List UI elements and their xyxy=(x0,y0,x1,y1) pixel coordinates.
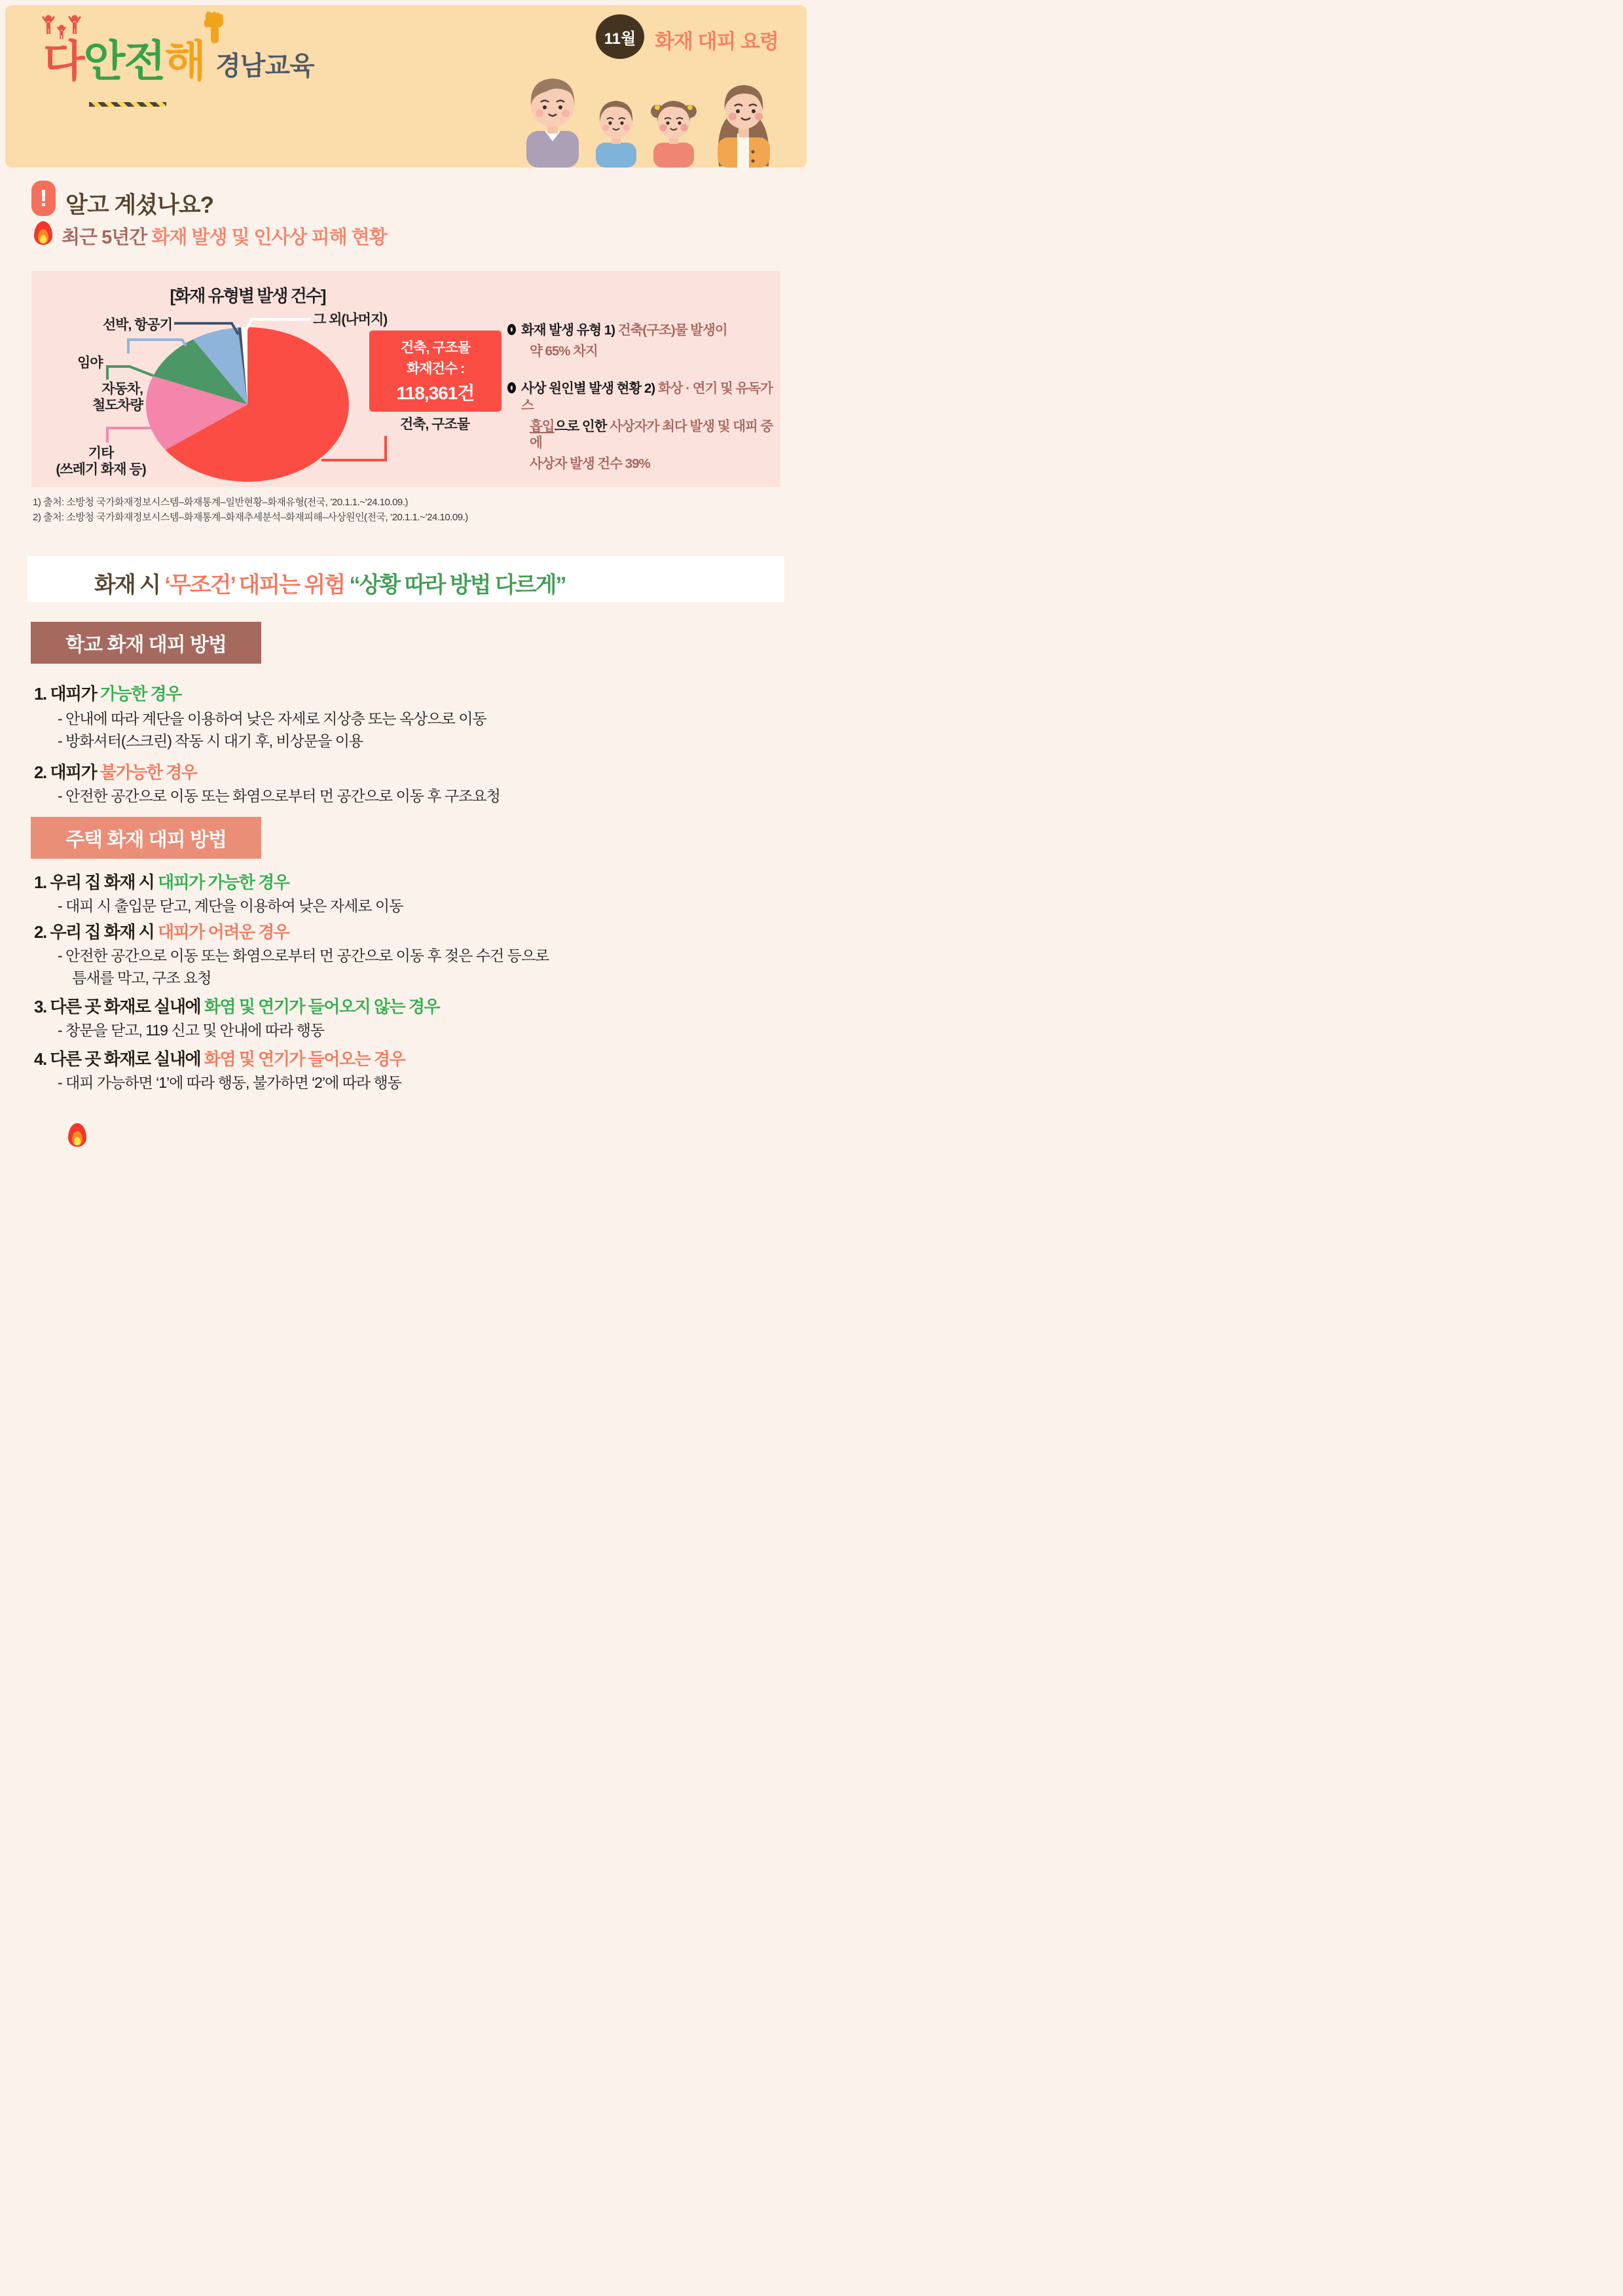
bullet-fire-type-line2 xyxy=(507,343,777,360)
stats-title-main: 화재 발생 및 인사상 피해 현황 xyxy=(151,227,387,248)
callout-line1: 건축, 구조물 xyxy=(400,340,471,355)
logo-char-jeon: 전 xyxy=(124,37,165,85)
flame-icon xyxy=(68,1123,86,1147)
home-item1-highlight: 대피가 가능한 경우 xyxy=(158,872,289,892)
source-2: 2) 출처: 소방청 국가화재정보시스템–화재통계–화재추세분석–화재피해–사상원인(전국, ’20.1.1.~’24.10.09.) xyxy=(33,512,468,524)
school-item-1-sub1: - 안내에 따라 계단을 이용하여 낮은 자세로 지상층 또는 옥상으로 이동 xyxy=(58,710,486,727)
bullet2-brown: 화상 · 연기 및 유독가스 xyxy=(521,381,773,413)
bullet2-black: 사상 원인별 발생 현황 2) xyxy=(521,381,658,397)
pie-label-misc-line2: (쓰레기 화재 등) xyxy=(56,462,146,478)
pie-chart-area xyxy=(31,271,503,487)
school-section-title: 학교 화재 대피 방법 xyxy=(65,634,227,656)
bullet2-line2-brown: 사상자가 최다 발생 및 대피 중에 xyxy=(530,418,773,451)
hazard-stripe-decoration xyxy=(89,102,166,107)
home-item-1-sub1: - 대피 시 출입문 닫고, 계단을 이용하여 낮은 자세로 이동 xyxy=(58,897,403,914)
source-citations xyxy=(33,495,468,526)
school-item-1-sub2: - 방화셔터(스크린) 작동 시 대기 후, 비상문을 이용 xyxy=(58,732,363,749)
school-item1-prefix: 1. 대피가 xyxy=(34,684,100,704)
family-pictogram-icon xyxy=(41,13,86,43)
school-item2-prefix: 2. 대피가 xyxy=(34,762,100,782)
home-section-title: 주택 화재 대피 방법 xyxy=(65,829,227,851)
banner-part2: ‘무조건’ 대피는 위험 xyxy=(164,573,350,598)
pie-label-vehicles xyxy=(50,381,143,414)
logo-char-da: 다 xyxy=(43,37,84,85)
header-banner xyxy=(5,5,807,168)
home-item4-highlight: 화염 및 연기가 들어오는 경우 xyxy=(204,1049,405,1069)
banner-part1: 화재 시 xyxy=(94,573,165,598)
bullet-casualty-cause xyxy=(507,380,777,414)
page-title: 화재 대피 요령 xyxy=(655,30,778,53)
pie-label-vehicles-line2: 철도차량 xyxy=(92,398,143,414)
stats-bullets xyxy=(507,322,777,476)
school-section-heading xyxy=(31,622,261,664)
bullet2-line2-black: 으로 인한 xyxy=(554,418,610,434)
pie-label-buildings: 건축, 구조물 xyxy=(399,417,470,432)
bullet-casualty-cause-line3 xyxy=(507,456,777,473)
bullet-casualty-cause-line2 xyxy=(507,418,777,452)
school-item2-highlight: 불가능한 경우 xyxy=(100,762,197,782)
pie-label-forest: 임야 xyxy=(77,355,103,370)
stats-title-prefix: 최근 5년간 xyxy=(62,227,152,248)
stats-section-title xyxy=(62,223,387,249)
bullet-fire-type xyxy=(507,322,777,339)
home-item-1 xyxy=(34,869,289,893)
home-item-4 xyxy=(34,1046,405,1070)
banner-part3: “상황 따라 방법 다르게” xyxy=(349,573,566,598)
leader-line-vehicles xyxy=(107,367,153,380)
month-badge-label: 11월 xyxy=(604,29,636,48)
home-section-heading xyxy=(31,817,261,859)
source-1: 1) 출처: 소방청 국가화재정보시스템–화재통계–일반현황–화재유형(전국, ’20.1.1.~’24.10.09.) xyxy=(33,497,408,508)
logo-char-an: 안 xyxy=(83,37,124,85)
home-item-2-sub2: 틈새를 막고, 구조 요청 xyxy=(72,969,211,986)
chart-title: [화재 유형별 발생 건수] xyxy=(170,286,325,306)
fire-statistics-panel xyxy=(31,271,780,487)
bullet2-line3: 사상자 발생 건수 39% xyxy=(530,456,650,471)
home-item3-prefix: 3. 다른 곳 화재로 실내에 xyxy=(34,997,204,1016)
home-item4-prefix: 4. 다른 곳 화재로 실내에 xyxy=(34,1049,204,1069)
home-item3-highlight: 화염 및 연기가 들어오지 않는 경우 xyxy=(204,997,440,1016)
logo-gyeongnam-education: 경남교육 xyxy=(215,52,314,81)
pie-label-vehicles-line1: 자동차, xyxy=(101,382,143,397)
bullet1-brown: 건축(구조)물 발생이 xyxy=(617,323,727,338)
pie-label-misc-line1: 기타 xyxy=(88,446,114,461)
flame-icon xyxy=(34,221,52,245)
pie-label-misc xyxy=(31,445,170,478)
fist-icon xyxy=(202,9,228,43)
warning-banner xyxy=(27,556,784,602)
bullet1-black: 화재 발생 유형 1) xyxy=(521,323,618,338)
leader-line-misc xyxy=(107,428,152,442)
home-item-2-sub1: - 안전한 공간으로 이동 또는 화염으로부터 먼 공간으로 이동 후 젖은 수건 등으로 xyxy=(58,947,549,964)
pie-label-others: 그 외(나머지) xyxy=(313,312,388,327)
logo-char-hae: 해 xyxy=(164,37,206,85)
school-item1-highlight: 가능한 경우 xyxy=(100,684,181,704)
home-item2-prefix: 2. 우리 집 화재 시 xyxy=(34,922,158,942)
exclamation-mark: ! xyxy=(39,185,48,211)
callout-line2: 화재건수 : xyxy=(407,361,464,376)
school-item-2-sub1: - 안전한 공간으로 이동 또는 화염으로부터 먼 공간으로 이동 후 구조요청 xyxy=(58,787,500,804)
home-item-2 xyxy=(34,919,289,943)
buildings-callout-box xyxy=(369,331,501,412)
section-title-did-you-know: 알고 계셨나요? xyxy=(65,192,213,218)
home-item-3-sub1: - 창문을 닫고, 119 신고 및 안내에 따라 행동 xyxy=(58,1022,325,1039)
bullet1-line2: 약 65% 차지 xyxy=(530,343,598,359)
pie-label-ships: 선박, 항공기 xyxy=(102,317,172,332)
bullet2-line2-underlined: 흡입 xyxy=(530,418,555,434)
home-item-4-sub1: - 대피 가능하면 ‘1’에 따라 행동, 불가하면 ‘2’에 따라 행동 xyxy=(58,1074,401,1091)
logo-daanjeonhae xyxy=(43,39,314,118)
school-item-1 xyxy=(34,681,181,705)
home-item2-highlight: 대피가 어려운 경우 xyxy=(158,922,289,942)
home-item1-prefix: 1. 우리 집 화재 시 xyxy=(34,872,158,892)
exclamation-icon xyxy=(31,181,56,216)
school-item-2 xyxy=(34,759,196,783)
month-badge xyxy=(596,14,644,59)
home-item-3 xyxy=(34,994,439,1018)
bullet-circle-icon xyxy=(507,324,516,335)
warning-banner-text xyxy=(94,567,565,599)
family-illustration xyxy=(512,68,800,168)
callout-count: 118,361건 xyxy=(396,383,475,403)
bullet-circle-icon xyxy=(507,382,516,393)
